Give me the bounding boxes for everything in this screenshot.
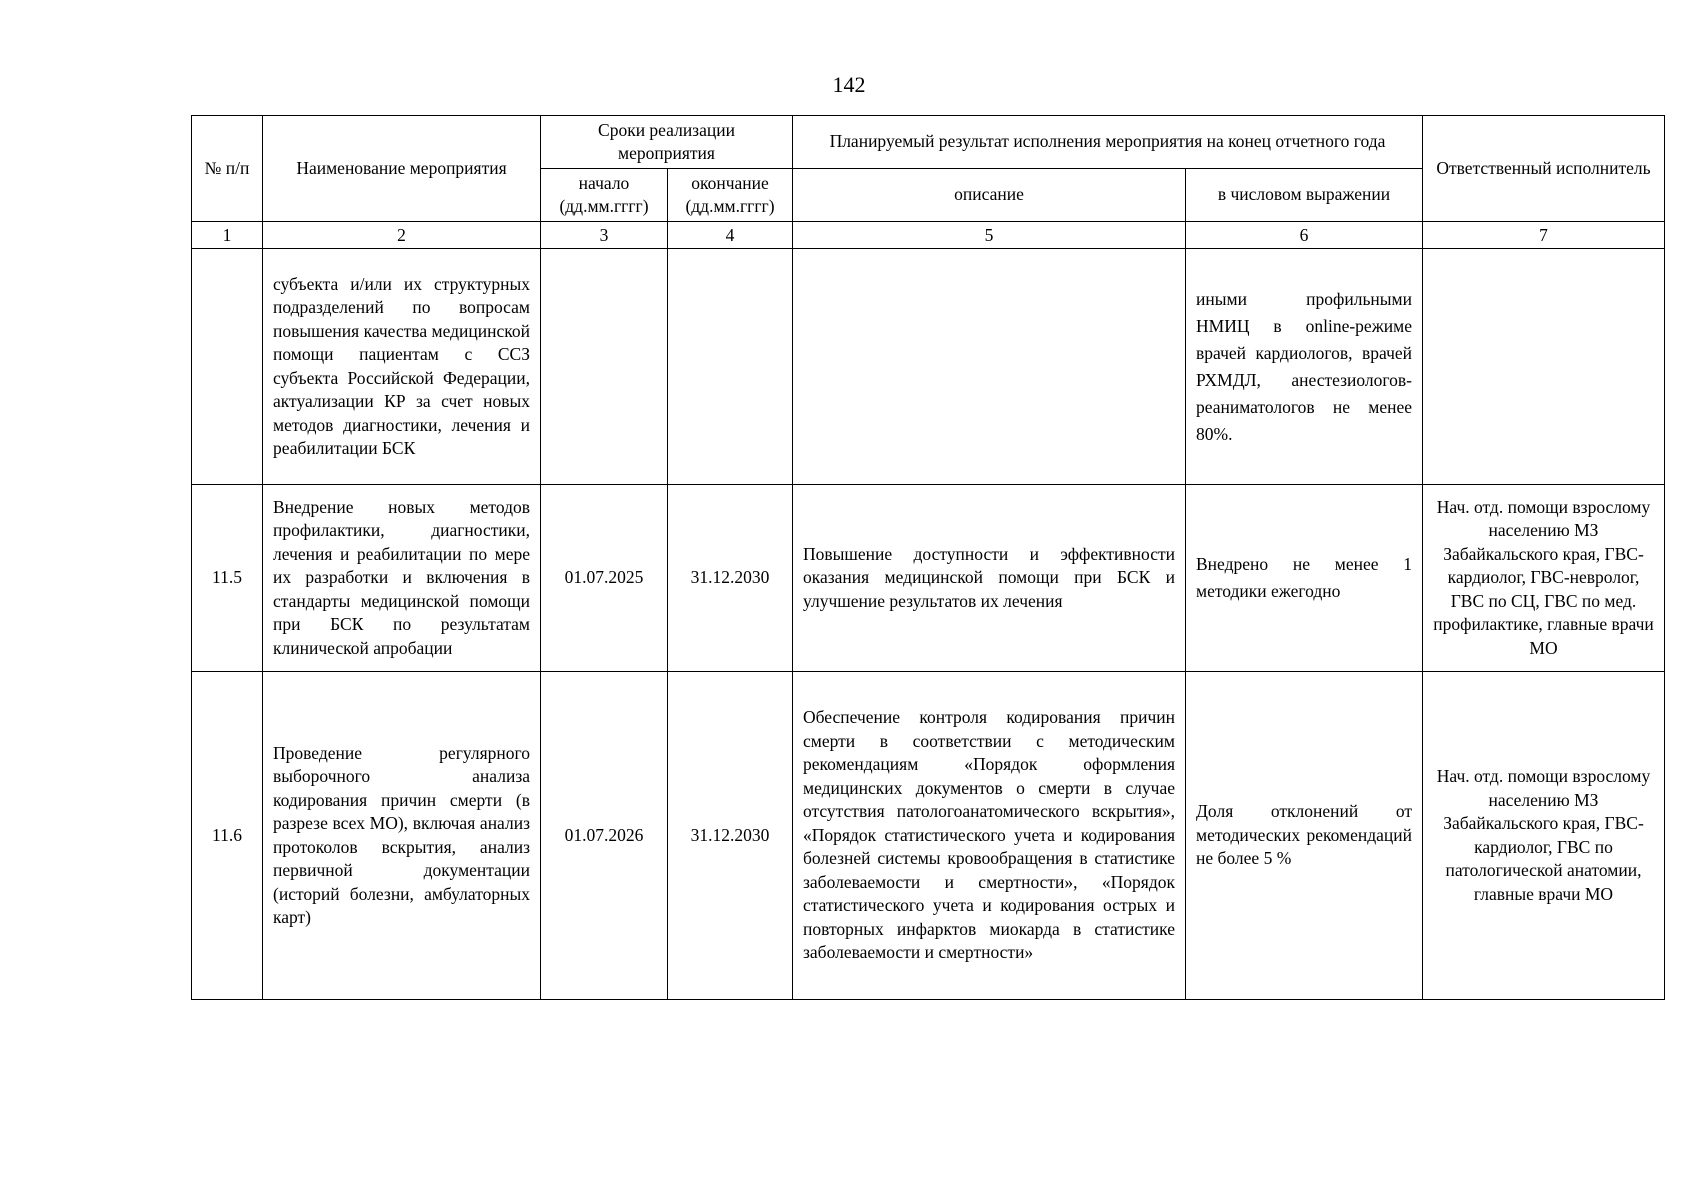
row-responsible: [1423, 249, 1665, 485]
header-terms: Сроки реализации мероприятия: [541, 116, 793, 169]
column-number: 3: [541, 222, 668, 249]
column-number: 4: [668, 222, 793, 249]
column-number: 1: [192, 222, 263, 249]
row-start: 01.07.2025: [541, 485, 668, 672]
row-end: [668, 249, 793, 485]
activities-table: [191, 115, 1665, 1000]
row-description: [793, 249, 1186, 485]
row-name: Внедрение новых методов профилактики, диагностики, лечения и реабилитации по мере их разработки и включения в стандарты медицинской помощи при БСК по результатам клинической апробации: [263, 485, 541, 672]
row-num: [192, 249, 263, 485]
row-numeric: Доля отклонений от методических рекомендаций не более 5 %: [1186, 672, 1423, 1000]
row-num: 11.5: [192, 485, 263, 672]
row-num: 11.6: [192, 672, 263, 1000]
header-start: начало (дд.мм.гггг): [541, 169, 668, 222]
row-numeric: иными профильными НМИЦ в online-режиме врачей кардиологов, врачей РХМДЛ, анестезиологов-реаниматологов не менее 80%.: [1186, 249, 1423, 485]
column-number: 5: [793, 222, 1186, 249]
row-responsible: Нач. отд. помощи взрослому населению МЗ Забайкальского края, ГВС-кардиолог, ГВС-невролог, ГВС по СЦ, ГВС по мед. профилактике, главные врачи МО: [1423, 485, 1665, 672]
table-row: [192, 249, 1665, 485]
row-description: Повышение доступности и эффективности оказания медицинской помощи при БСК и улучшение результатов их лечения: [793, 485, 1186, 672]
header-responsible: Ответственный исполнитель: [1423, 116, 1665, 222]
row-start: 01.07.2026: [541, 672, 668, 1000]
table-row: [192, 672, 1665, 1000]
column-number: 7: [1423, 222, 1665, 249]
header-numeric: в числовом выражении: [1186, 169, 1423, 222]
row-name: Проведение регулярного выборочного анализа кодирования причин смерти (в разрезе всех МО), включая анализ протоколов вскрытия, анализ первичной документации (историй болезни, амбулаторных карт): [263, 672, 541, 1000]
column-number: 6: [1186, 222, 1423, 249]
header-name: Наименование мероприятия: [263, 116, 541, 222]
row-numeric: Внедрено не менее 1 методики ежегодно: [1186, 485, 1423, 672]
row-start: [541, 249, 668, 485]
row-responsible: Нач. отд. помощи взрослому населению МЗ Забайкальского края, ГВС-кардиолог, ГВС по патологической анатомии, главные врачи МО: [1423, 672, 1665, 1000]
table-row: [192, 485, 1665, 672]
column-number: 2: [263, 222, 541, 249]
row-end: 31.12.2030: [668, 672, 793, 1000]
row-description: Обеспечение контроля кодирования причин смерти в соответствии с методическим рекомендациям «Порядок оформления медицинских документов о смерти в случае отсутствия патологоанатомического вскрытия», «Порядок статистического учета и кодирования болезней системы кровообращения в статистике заболеваемости и смертности», «Порядок статистического учета и кодирования острых и повторных инфарктов миокарда в статистике заболеваемости и смертности»: [793, 672, 1186, 1000]
row-name: субъекта и/или их структурных подразделений по вопросам повышения качества медицинской помощи пациентам с ССЗ субъекта Российской Федерации, актуализации КР за счет новых методов диагностики, лечения и реабилитации БСК: [263, 249, 541, 485]
row-end: 31.12.2030: [668, 485, 793, 672]
header-end: окончание (дд.мм.гггг): [668, 169, 793, 222]
header-num: № п/п: [192, 116, 263, 222]
header-result: Планируемый результат исполнения мероприятия на конец отчетного года: [793, 116, 1423, 169]
page-number: 142: [832, 72, 866, 97]
header-description: описание: [793, 169, 1186, 222]
